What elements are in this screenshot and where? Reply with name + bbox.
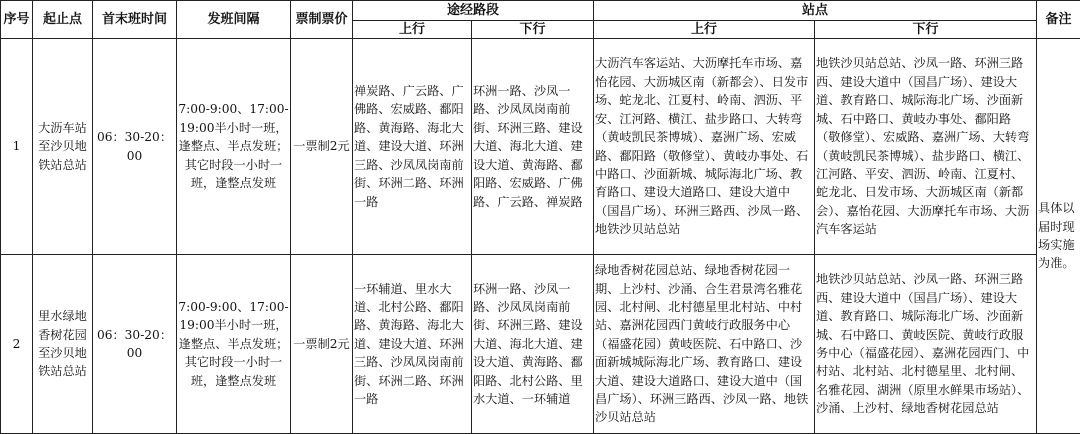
table-row <box>1 255 1080 434</box>
header-fare: 票制票价 <box>291 1 353 39</box>
header-first-last: 首末班时间 <box>93 1 177 39</box>
route-stops-down: 地铁沙贝站总站、沙凤一路、环洲三路西、建设大道中（国昌广场）、建设大道、教育路口、城际海北广场、沙面新城、石中路口、黄岐医院、黄岐行政服务中心（福盛花园）、嘉洲花园西门、中村站、北村站、北村德星里、北村闸、名雅花园、湖洲（原里水鲜果市场站）、沙涌、上沙村、绿地香树花园总站 <box>815 255 1037 434</box>
header-seq: 序号 <box>1 1 33 39</box>
route-stops-up: 绿地香树花园总站、绿地香树花园一期、上沙村、沙涌、合生君景湾名雅花园、北村闸、北村德星里北村站、中村站、嘉洲花园西门黄岐行政服务中心（福盛花园）黄岐医院、石中路口、沙面新城城际海北广场、教育路口、建设大道、建设大道路口、建设大道中（国昌广场）、环洲三路西、沙凤一路、地铁沙贝站总站 <box>594 255 815 434</box>
header-path: 途经路段 <box>353 1 594 21</box>
route-first-last: 06：30-20：00 <box>93 255 177 434</box>
header-stops: 站点 <box>594 1 1037 21</box>
route-fare: 一票制2元 <box>291 255 353 434</box>
route-path-up: 一环辅道、里水大道、北村公路、鄱阳路、黄海路、海北大道、建设大道、环洲三路、沙凤凤岗南前街、环洲二路、环洲一路 <box>353 255 472 434</box>
header-stops-down: 下行 <box>815 21 1037 39</box>
route-interval: 7:00-9:00、17:00-19:00半小时一班，逢整点、半点发班；其它时段一小时一班，逢整点发班 <box>177 255 291 434</box>
route-stops-down: 地铁沙贝站总站、沙凤一路、环洲三路西、建设大道中（国昌广场）、建设大道、教育路口、城际海北广场、沙面新城、石中路口、黄岐办事处、鄱阳路（敬修堂）、宏威路、嘉洲广场、大转弯（黄岐凯民茶博城）、盐步路口、横江、江河路、平安、泗沥、岭南、江夏村、蛇龙北、日发市场、大沥城区南（新都会）、嘉怡花园、大沥摩托车市场、大沥汽车客运站 <box>815 39 1037 255</box>
route-path-up: 禅炭路、广云路、广佛路、宏威路、鄱阳路、黄海路、海北大道、建设大道、环洲三路、沙凤凤岗南前街、环洲二路、环洲一路 <box>353 39 472 255</box>
header-path-down: 下行 <box>472 21 594 39</box>
route-first-last: 06：30-20：00 <box>93 39 177 255</box>
route-endpoints: 大沥车站至沙贝地铁站总站 <box>33 39 93 255</box>
route-seq: 1 <box>1 39 33 255</box>
route-stops-up: 大沥汽车客运站、大沥摩托车市场、嘉怡花园、大沥城区南（新都会）、日发市场、蛇龙北、江夏村、岭南、泗沥、平安、江河路、横江、盐步路口、大转弯（黄岐凯民茶博城）、嘉洲广场、宏威路、鄱阳路（敬修堂）、黄岐办事处、石中路口、沙面新城、城际海北广场、教育路口、建设大道路口、建设大道中（国昌广场）、环洲三路西、沙凤一路、地铁沙贝站总站 <box>594 39 815 255</box>
header-interval: 发班间隔 <box>177 1 291 39</box>
route-note: 具体以届时现场实施为准。 <box>1037 39 1080 434</box>
route-fare: 一票制2元 <box>291 39 353 255</box>
route-endpoints: 里水绿地香树花园至沙贝地铁站总站 <box>33 255 93 434</box>
header-endpoints: 起止点 <box>33 1 93 39</box>
table-row <box>1 39 1080 255</box>
header-note: 备注 <box>1037 1 1080 39</box>
route-path-down: 环洲一路、沙凤一路、沙凤凤岗南前街、环洲三路、建设大道、海北大道、建设大道、黄海路、鄱阳路、北村公路、里水大道、一环辅道 <box>472 255 594 434</box>
header-stops-up: 上行 <box>594 21 815 39</box>
route-interval: 7:00-9:00、17:00-19:00半小时一班，逢整点、半点发班；其它时段一小时一班，逢整点发班 <box>177 39 291 255</box>
header-path-up: 上行 <box>353 21 472 39</box>
route-seq: 2 <box>1 255 33 434</box>
route-path-down: 环洲一路、沙凤一路、沙凤凤岗南前街、环洲三路、建设大道、海北大道、建设大道、黄海路、鄱阳路、宏威路、广佛路、广云路、禅炭路 <box>472 39 594 255</box>
